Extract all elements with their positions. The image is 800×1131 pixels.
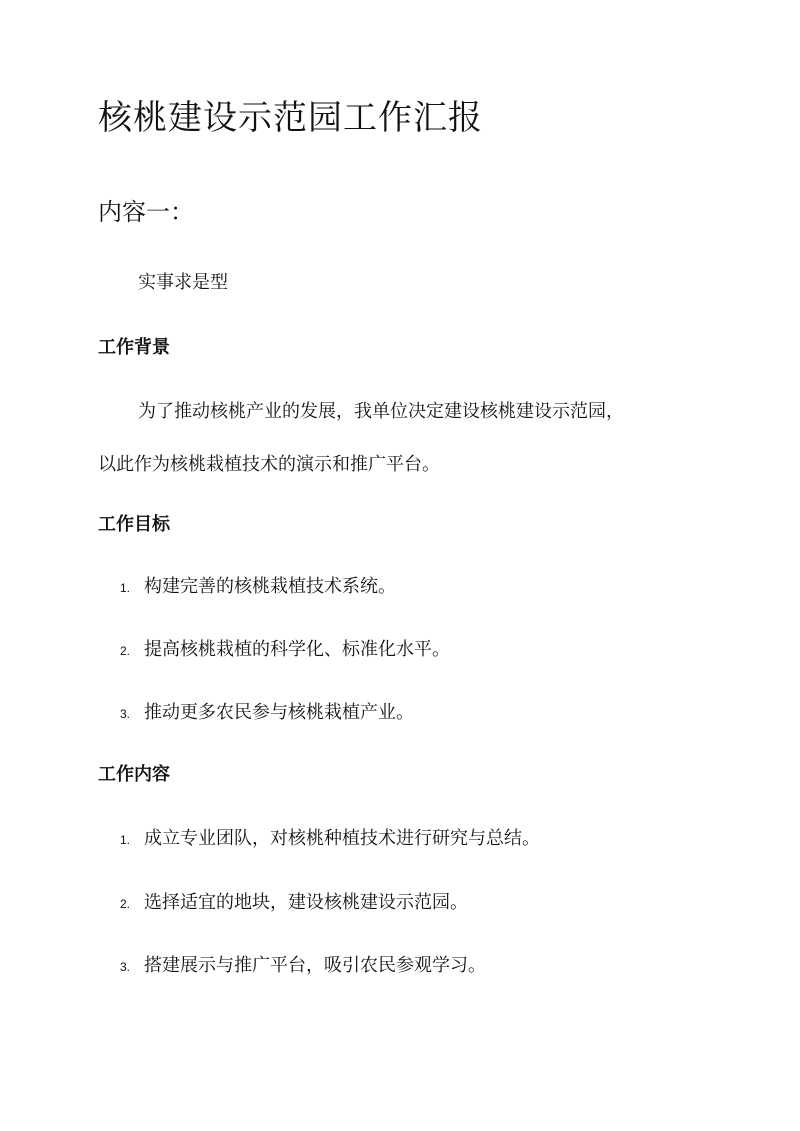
content-item-text: 选择适宜的地块，建设核桃建设示范园。: [144, 892, 468, 913]
background-line-2: 以此作为核桃栽植技术的演示和推广平台。: [98, 454, 440, 475]
content-heading: 工作内容: [98, 764, 170, 785]
content-item-text: 成立专业团队，对核桃种植技术进行研究与总结。: [144, 828, 540, 849]
document-title: 核桃建设示范园工作汇报: [98, 98, 483, 138]
subtitle: 实事求是型: [138, 272, 228, 293]
content-item-3: [120, 953, 486, 979]
goal-item-text: 提高核桃栽植的科学化、标准化水平。: [144, 639, 450, 660]
goal-item-number: 1.: [120, 581, 131, 595]
goals-heading: 工作目标: [98, 514, 170, 535]
content-item-number: 1.: [120, 833, 131, 847]
background-heading: 工作背景: [98, 337, 170, 358]
content-item-text: 搭建展示与推广平台，吸引农民参观学习。: [144, 955, 486, 976]
section-title: 内容一：: [98, 198, 194, 226]
goal-item-1: [120, 574, 396, 600]
content-item-number: 3.: [120, 960, 131, 974]
goal-item-text: 推动更多农民参与核桃栽植产业。: [144, 702, 414, 723]
goal-item-number: 2.: [120, 644, 131, 658]
background-line-1: 为了推动核桃产业的发展，我单位决定建设核桃建设示范园，: [138, 401, 624, 422]
background-paragraph: [98, 399, 698, 478]
content-item-2: [120, 890, 468, 916]
goal-item-2: [120, 637, 450, 663]
goal-item-3: [120, 700, 414, 726]
goal-item-number: 3.: [120, 707, 131, 721]
goal-item-text: 构建完善的核桃栽植技术系统。: [144, 576, 396, 597]
content-item-1: [120, 826, 540, 852]
content-item-number: 2.: [120, 897, 131, 911]
